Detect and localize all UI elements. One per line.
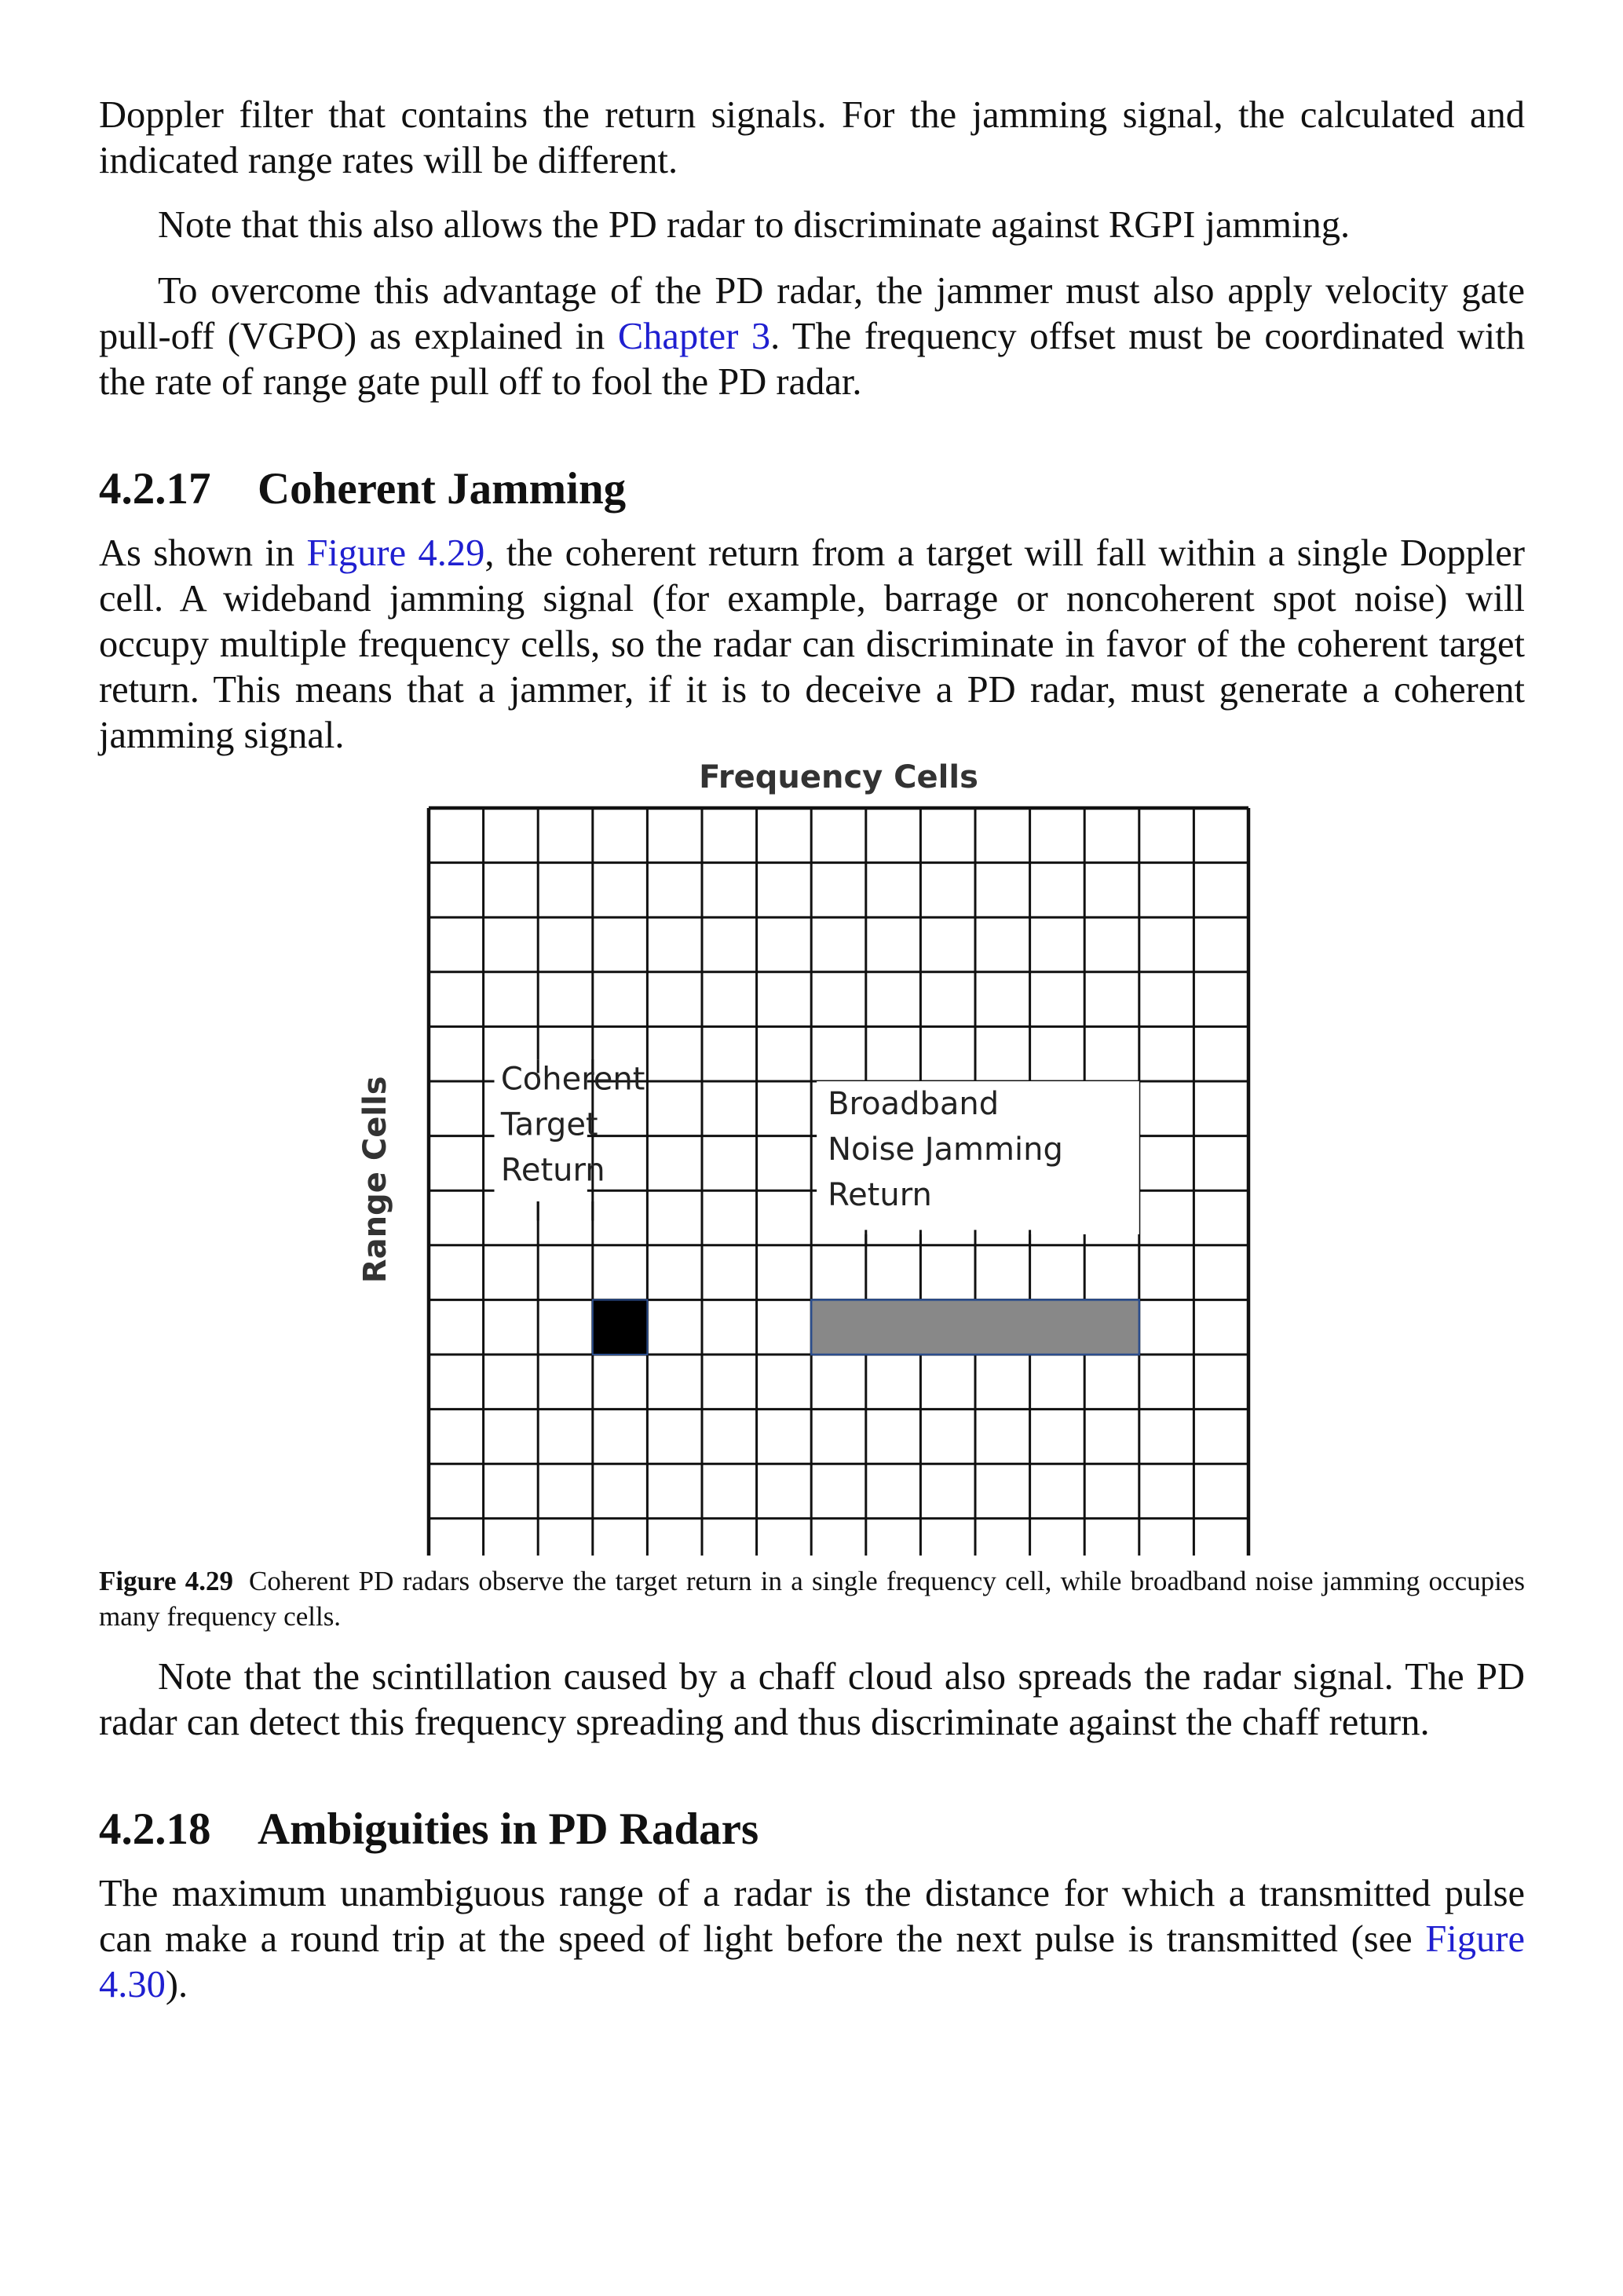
- paragraph-rgpi-note: Note that this also allows the PD radar to discriminate against RGPI jamming.: [158, 204, 1351, 246]
- frequency-cells-axis-title: Frequency Cells: [699, 759, 978, 795]
- paragraph-intro: Doppler filter that contains the return signals. For the jamming signal, the calculated and indicated range rates will be different.: [99, 94, 1525, 181]
- range-cells-axis-title: Range Cells: [357, 1076, 393, 1284]
- paragraph-coherent-text-2: , the coherent return from a target will fall within a single Doppler cell. A wideband jamming signal (for example, barrage or noncoherent spot noise) will occupy multiple frequency cells, so the radar can discriminate in favor of the coherent target return. This means that a jammer, if it is to deceive a PD radar, must generate a coherent jamming signal.: [99, 532, 1525, 756]
- coherent-label-line-2: Target: [500, 1106, 598, 1143]
- paragraph-coherent-text-1: As shown in: [99, 532, 307, 574]
- section-heading-coherent-jamming: [99, 463, 1525, 515]
- paragraph-vgpo-text-1: To overcome this advantage of the PD radar, the jammer must also apply velocity gate pull-off (VGPO) as explained in: [99, 270, 1525, 357]
- figure-4-29-link[interactable]: Figure 4.29: [306, 532, 485, 574]
- figure-4-30-link[interactable]: Figure 4.30: [99, 1918, 1525, 2005]
- section-title-2: Ambiguities in PD Radars: [258, 1804, 759, 1854]
- broadband-jamming-cells: [811, 1300, 1139, 1355]
- coherent-target-cell: [593, 1300, 648, 1355]
- section-number: 4.2.17: [99, 464, 211, 514]
- broadband-label-line-3: Return: [828, 1176, 932, 1213]
- paragraph-unambiguous-range: [99, 1871, 1525, 2008]
- paragraph-coherent-return: [99, 531, 1525, 759]
- coherent-label-line-1: Coherent: [500, 1061, 645, 1098]
- paragraph-vgpo: [99, 269, 1525, 405]
- figure-4-29: [99, 759, 1525, 1556]
- broadband-label-line-1: Broadband: [828, 1085, 1000, 1122]
- coherent-label-line-3: Return: [500, 1152, 605, 1189]
- caption-label: Figure 4.29: [99, 1566, 234, 1596]
- page-content: [99, 93, 1525, 2008]
- figure-caption: [99, 1563, 1525, 1634]
- broadband-label-line-2: Noise Jamming: [828, 1131, 1063, 1168]
- coherent-target-return-label: [500, 1061, 645, 1188]
- paragraph-range-text-2: ).: [165, 1964, 188, 2005]
- section-heading-ambiguities: [99, 1804, 1525, 1855]
- section-number-2: 4.2.18: [99, 1804, 211, 1854]
- frequency-range-cell-diagram: [99, 759, 1525, 1556]
- paragraph-vgpo-text-2: . The frequency offset must be coordinated with the rate of range gate pull off to fool the PD radar.: [99, 316, 1525, 403]
- paragraph-range-text-1: The maximum unambiguous range of a radar is the distance for which a transmitted pulse can make a round trip at the speed of light before the next pulse is transmitted (see: [99, 1873, 1525, 1960]
- caption-text: Coherent PD radars observe the target return in a single frequency cell, while broadband noise jamming occupies many frequency cells.: [99, 1566, 1525, 1632]
- section-title: Coherent Jamming: [258, 464, 627, 514]
- chapter-3-link[interactable]: Chapter 3: [617, 316, 771, 357]
- paragraph-chaff: Note that the scintillation caused by a chaff cloud also spreads the radar signal. The PD radar can detect this frequency spreading and thus discriminate against the chaff return.: [99, 1656, 1525, 1743]
